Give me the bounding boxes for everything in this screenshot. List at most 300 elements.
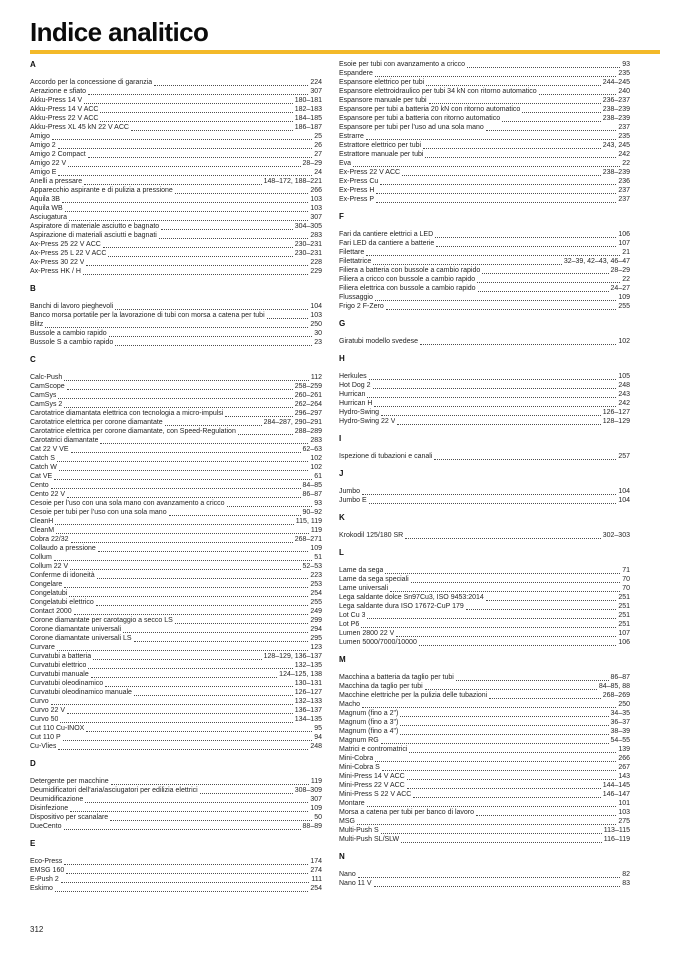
- index-entry: [30, 409, 322, 418]
- entry-pages: 70: [622, 576, 630, 583]
- index-entry: [30, 813, 322, 822]
- dot-leader: [382, 769, 616, 771]
- entry-pages: 61: [314, 473, 322, 480]
- entry-label: Curvatubi oleodinamico: [30, 680, 104, 687]
- dot-leader: [381, 742, 609, 744]
- index-entry: [339, 266, 630, 275]
- entry-pages: 103: [310, 205, 322, 212]
- entry-pages: 242: [618, 400, 630, 407]
- entry-pages: 107: [618, 630, 630, 637]
- entry-pages: 94: [314, 734, 322, 741]
- entry-label: Curvatubi oleodinamico manuale: [30, 689, 132, 696]
- dot-leader: [175, 192, 309, 194]
- entry-label: Espansore per tubi a batteria 20 kN con ritorno automatico: [339, 106, 521, 113]
- index-entry: [30, 472, 322, 481]
- entry-pages: 54–55: [610, 737, 630, 744]
- dot-leader: [57, 649, 308, 651]
- dot-leader: [367, 617, 616, 619]
- dot-leader: [361, 626, 616, 628]
- section-letter: L: [339, 548, 344, 557]
- index-entry: [30, 661, 322, 670]
- entry-label: Asciugatura: [30, 214, 67, 221]
- entry-pages: 102: [310, 455, 322, 462]
- entry-pages: 109: [310, 545, 322, 552]
- dot-leader: [62, 201, 308, 203]
- entry-label: Corone diamantate universali: [30, 626, 122, 633]
- dot-leader: [227, 505, 313, 507]
- entry-label: Curvatubi manuale: [30, 671, 89, 678]
- entry-pages: 304–305: [294, 223, 322, 230]
- entry-pages: 146–147: [602, 791, 630, 798]
- index-entry: [339, 718, 630, 727]
- dot-leader: [367, 396, 616, 398]
- entry-pages: 30: [314, 330, 322, 337]
- entry-pages: 106: [618, 639, 630, 646]
- entry-label: Frigo 2 F-Zero: [339, 303, 384, 310]
- index-entry: [30, 454, 322, 463]
- index-entry: [339, 96, 630, 105]
- entry-pages: 103: [310, 312, 322, 319]
- index-entry: [30, 338, 322, 347]
- dot-leader: [64, 828, 301, 830]
- index-entry: [30, 240, 322, 249]
- entry-label: Congelatubi elettrico: [30, 599, 94, 606]
- index-entry: [339, 691, 630, 700]
- entry-pages: 105: [618, 373, 630, 380]
- entry-label: Herkules: [339, 373, 367, 380]
- dot-leader: [54, 559, 312, 561]
- entry-pages: 267: [618, 764, 630, 771]
- entry-label: Cat 22 V VE: [30, 446, 69, 453]
- entry-label: Aerazione e sfiato: [30, 88, 87, 95]
- entry-label: Hydro-Swing: [339, 409, 380, 416]
- entry-pages: 243: [618, 391, 630, 398]
- dot-leader: [154, 84, 308, 86]
- dot-leader: [70, 810, 308, 812]
- index-entry: [339, 132, 630, 141]
- entry-pages: 136–137: [294, 707, 322, 714]
- entry-pages: 28–29: [302, 160, 322, 167]
- index-entry: [30, 249, 322, 258]
- dot-leader: [51, 487, 301, 489]
- index-entry: [30, 517, 322, 526]
- index-entry: [339, 781, 630, 790]
- index-section-continued: [339, 60, 630, 204]
- dot-leader: [96, 604, 308, 606]
- dot-leader: [68, 165, 300, 167]
- entry-pages: 299: [310, 617, 322, 624]
- entry-label: Espansore elettroidraulico per tubi 34 kN con ritorno automatico: [339, 88, 537, 95]
- dot-leader: [45, 326, 308, 328]
- entry-pages: 84–85: [302, 482, 322, 489]
- entry-pages: 307: [310, 88, 322, 95]
- entry-pages: 258–259: [294, 383, 322, 390]
- index-entry: [339, 799, 630, 808]
- index-entry: [30, 168, 322, 177]
- index-entry: [30, 508, 322, 517]
- dot-leader: [100, 111, 292, 113]
- entry-label: Catch S: [30, 455, 55, 462]
- entry-label: Akku-Press 22 V ACC: [30, 115, 99, 122]
- entry-label: Congelare: [30, 581, 63, 588]
- index-entry: [339, 700, 630, 709]
- dot-leader: [84, 183, 261, 185]
- dot-leader: [390, 590, 620, 592]
- entry-label: Ax-Press 25 22 V ACC: [30, 241, 101, 248]
- dot-leader: [420, 343, 616, 345]
- entry-label: Ax-Press HK / H: [30, 268, 81, 275]
- entry-label: Macho: [339, 701, 361, 708]
- dot-leader: [358, 876, 620, 878]
- section-letter: B: [30, 284, 36, 293]
- index-entry: [339, 584, 630, 593]
- index-entry: [30, 724, 322, 733]
- index-entry: [339, 230, 630, 239]
- entry-label: Cesoie per l’uso con una sola mano con avanzamento a cricco: [30, 500, 225, 507]
- index-entry: [30, 222, 322, 231]
- dot-leader: [362, 706, 616, 708]
- entry-pages: 52–53: [302, 563, 322, 570]
- entry-pages: 253: [310, 581, 322, 588]
- entry-label: Filettatrice: [339, 258, 372, 265]
- dot-leader: [502, 120, 601, 122]
- dot-leader: [88, 667, 292, 669]
- entry-pages: 32–39, 42–43, 46–47: [563, 258, 630, 265]
- dot-leader: [85, 801, 308, 803]
- index-entry: [30, 857, 322, 866]
- entry-label: Cento: [30, 482, 49, 489]
- dot-leader: [134, 694, 293, 696]
- index-section-E: [30, 839, 322, 893]
- entry-pages: 295: [310, 635, 322, 642]
- index-entry: [30, 150, 322, 159]
- dot-leader: [67, 496, 301, 498]
- index-section-D: [30, 759, 322, 831]
- entry-pages: 102: [310, 464, 322, 471]
- index-entry: [30, 400, 322, 409]
- entry-label: Curvo 22 V: [30, 707, 66, 714]
- entry-label: Magnum (fino a 3"): [339, 719, 399, 726]
- index-entry: [339, 114, 630, 123]
- index-entry: [30, 643, 322, 652]
- entry-label: Aspiratore di materiale asciutto e bagnato: [30, 223, 160, 230]
- index-entry: [339, 78, 630, 87]
- index-entry: [30, 114, 322, 123]
- entry-pages: 38–39: [610, 728, 630, 735]
- index-entry: [30, 141, 322, 150]
- dot-leader: [64, 863, 308, 865]
- entry-pages: 104: [618, 497, 630, 504]
- index-entry: [339, 638, 630, 647]
- entry-pages: 240: [618, 88, 630, 95]
- index-section-J: [339, 469, 630, 505]
- dot-leader: [123, 631, 308, 633]
- entry-label: Aquila WB: [30, 205, 63, 212]
- entry-pages: 103: [618, 809, 630, 816]
- dot-leader: [381, 414, 601, 416]
- index-section-L: [339, 548, 630, 647]
- entry-pages: 128–129, 136–137: [263, 653, 322, 660]
- entry-label: Corone diamantate universali LS: [30, 635, 132, 642]
- dot-leader: [115, 344, 312, 346]
- entry-pages: 296–297: [294, 410, 322, 417]
- entry-pages: 250: [618, 701, 630, 708]
- section-letter: A: [30, 60, 36, 69]
- entry-label: Ex-Press Cu: [339, 178, 379, 185]
- entry-label: Hot Dog 2: [339, 382, 371, 389]
- dot-leader: [478, 290, 609, 292]
- entry-pages: 251: [618, 621, 630, 628]
- entry-pages: 260–261: [294, 392, 322, 399]
- index-entry: [339, 835, 630, 844]
- index-entry: [339, 105, 630, 114]
- index-entry: [30, 231, 322, 240]
- index-entry: [30, 733, 322, 742]
- dot-leader: [267, 317, 309, 319]
- dot-leader: [84, 102, 293, 104]
- index-entry: [30, 598, 322, 607]
- index-entry: [339, 826, 630, 835]
- entry-label: Matrici e contromatrici: [339, 746, 408, 753]
- dot-leader: [367, 805, 617, 807]
- index-entry: [339, 284, 630, 293]
- dot-leader: [238, 433, 293, 435]
- entry-label: Macchina da taglio per tubi: [339, 683, 423, 690]
- entry-pages: 230–231: [294, 250, 322, 257]
- entry-pages: 112: [310, 374, 322, 381]
- entry-label: Carotatrice elettrica per corone diamantate: [30, 419, 163, 426]
- index-section-H: [339, 354, 630, 426]
- index-entry: [339, 408, 630, 417]
- entry-pages: 254: [310, 590, 322, 597]
- entry-label: Esoie per tubi con avanzamento a cricco: [339, 61, 466, 68]
- dot-leader: [434, 458, 616, 460]
- index-section-C: [30, 355, 322, 751]
- dot-leader: [435, 236, 616, 238]
- index-entry: [339, 159, 630, 168]
- index-entry: [30, 589, 322, 598]
- entry-label: Collaudo a pressione: [30, 545, 96, 552]
- dot-leader: [55, 890, 308, 892]
- dot-leader: [56, 532, 309, 534]
- entry-label: Calc-Push: [30, 374, 63, 381]
- entry-label: Lot Cu 3: [339, 612, 366, 619]
- dot-leader: [64, 379, 309, 381]
- entry-pages: 93: [622, 61, 630, 68]
- index-entry: [30, 535, 322, 544]
- entry-label: Corone diamantate per carotaggio a secco LS: [30, 617, 173, 624]
- index-entry: [30, 382, 322, 391]
- dot-leader: [400, 715, 608, 717]
- entry-pages: 182–183: [294, 106, 322, 113]
- entry-label: Cut 110 Cu-INOX: [30, 725, 85, 732]
- dot-leader: [366, 254, 620, 256]
- index-section-B: [30, 284, 322, 347]
- entry-label: Curvare: [30, 644, 55, 651]
- entry-label: Nano: [339, 871, 356, 878]
- dot-leader: [58, 147, 313, 149]
- entry-label: Contact 2000: [30, 608, 72, 615]
- entry-pages: 130–131: [294, 680, 322, 687]
- entry-label: Espansore per tubi per l’uso ad una sola mano: [339, 124, 484, 131]
- entry-pages: 109: [618, 294, 630, 301]
- entry-pages: 235: [618, 70, 630, 77]
- index-entry: [339, 879, 630, 888]
- index-entry: [30, 186, 322, 195]
- dot-leader: [66, 872, 308, 874]
- dot-leader: [401, 841, 602, 843]
- dot-leader: [409, 751, 616, 753]
- entry-pages: 115, 119: [295, 518, 322, 525]
- entry-pages: 236–237: [602, 97, 630, 104]
- index-entry: [30, 481, 322, 490]
- index-entry: [30, 132, 322, 141]
- dot-leader: [482, 272, 608, 274]
- page-number: 312: [30, 925, 44, 934]
- entry-pages: 22: [622, 160, 630, 167]
- index-entry: [339, 417, 630, 426]
- index-entry: [30, 87, 322, 96]
- entry-label: Morsa a catena per tubi per banco di lavoro: [339, 809, 475, 816]
- index-entry: [30, 267, 322, 276]
- index-entry: [30, 616, 322, 625]
- entry-pages: 134–135: [294, 716, 322, 723]
- entry-pages: 107: [618, 240, 630, 247]
- entry-pages: 251: [618, 612, 630, 619]
- entry-pages: 180–181: [294, 97, 322, 104]
- dot-leader: [67, 712, 293, 714]
- entry-label: Magnum RG: [339, 737, 379, 744]
- dot-leader: [477, 281, 620, 283]
- entry-pages: 84–85, 88: [598, 683, 630, 690]
- index-entry: [339, 141, 630, 150]
- dot-leader: [539, 93, 617, 95]
- index-entry: [30, 553, 322, 562]
- entry-pages: 268–269: [602, 692, 630, 699]
- index-entry: [339, 372, 630, 381]
- entry-pages: 144–145: [602, 782, 630, 789]
- dot-leader: [69, 595, 308, 597]
- entry-label: Espandere: [339, 70, 373, 77]
- entry-label: Dispositivo per scanalare: [30, 814, 109, 821]
- dot-leader: [93, 658, 262, 660]
- entry-pages: 230–231: [294, 241, 322, 248]
- index-entry: [30, 697, 322, 706]
- entry-label: Eco-Press: [30, 858, 63, 865]
- entry-pages: 143: [618, 773, 630, 780]
- entry-pages: 132–133: [294, 698, 322, 705]
- entry-label: Mini-Cobra S: [339, 764, 380, 771]
- index-entry: [30, 670, 322, 679]
- entry-label: Nano 11 V: [339, 880, 372, 887]
- index-entry: [30, 499, 322, 508]
- entry-pages: 250: [310, 321, 322, 328]
- index-entry: [339, 763, 630, 772]
- dot-leader: [476, 814, 616, 816]
- index-column-right: [339, 60, 630, 893]
- index-section-N: [339, 852, 630, 888]
- entry-label: Amigo 2 Compact: [30, 151, 86, 158]
- index-entry: [30, 804, 322, 813]
- entry-label: Lame universali: [339, 585, 389, 592]
- index-entry: [339, 709, 630, 718]
- index-section-K: [339, 513, 630, 540]
- dot-leader: [169, 514, 301, 516]
- index-entry: [30, 875, 322, 884]
- dot-leader: [58, 748, 308, 750]
- dot-leader: [108, 255, 292, 257]
- entry-label: Espansore manuale per tubi: [339, 97, 427, 104]
- entry-pages: 113–115: [603, 827, 630, 834]
- index-entry: [339, 381, 630, 390]
- entry-pages: 109: [310, 805, 322, 812]
- index-entry: [339, 736, 630, 745]
- dot-leader: [70, 568, 300, 570]
- entry-label: Multi-Push SL/SLW: [339, 836, 400, 843]
- entry-label: Magnum (fino a 2"): [339, 710, 399, 717]
- index-entry: [30, 607, 322, 616]
- entry-pages: 186–187: [294, 124, 322, 131]
- entry-pages: 248: [310, 743, 322, 750]
- entry-pages: 93: [314, 500, 322, 507]
- entry-pages: 184–185: [294, 115, 322, 122]
- section-letter: E: [30, 839, 36, 848]
- dot-leader: [375, 299, 616, 301]
- dot-leader: [426, 84, 601, 86]
- index-entry: [30, 526, 322, 535]
- entry-label: Estrattore manuale per tubi: [339, 151, 424, 158]
- dot-leader: [522, 111, 600, 113]
- index-entry: [339, 257, 630, 266]
- index-entry: [30, 418, 322, 427]
- dot-leader: [52, 138, 312, 140]
- entry-label: Cobra 22/32: [30, 536, 69, 543]
- entry-pages: 268–271: [294, 536, 322, 543]
- entry-label: Ex-Press P: [339, 196, 375, 203]
- index-entry: [30, 562, 322, 571]
- entry-label: Eva: [339, 160, 352, 167]
- dot-leader: [373, 263, 562, 265]
- index-entry: [339, 682, 630, 691]
- entry-pages: 104: [310, 303, 322, 310]
- index-entry: [30, 679, 322, 688]
- index-entry: [30, 652, 322, 661]
- index-entry: [339, 754, 630, 763]
- dot-leader: [397, 423, 600, 425]
- entry-pages: 266: [310, 187, 322, 194]
- entry-label: Akku-Press 14 V: [30, 97, 83, 104]
- entry-label: Akku-Press 14 V ACC: [30, 106, 99, 113]
- entry-pages: 86–87: [610, 674, 630, 681]
- section-letter: D: [30, 759, 36, 768]
- index-entry: [30, 866, 322, 875]
- section-letter: K: [339, 513, 345, 522]
- index-entry: [339, 239, 630, 248]
- section-letter: G: [339, 319, 346, 328]
- entry-pages: 50: [314, 814, 322, 821]
- index-entry: [339, 177, 630, 186]
- index-entry: [339, 69, 630, 78]
- dot-leader: [425, 688, 597, 690]
- entry-pages: 294: [310, 626, 322, 633]
- entry-pages: 251: [618, 594, 630, 601]
- dot-leader: [429, 102, 601, 104]
- entry-pages: 36–37: [610, 719, 630, 726]
- dot-leader: [88, 93, 308, 95]
- entry-label: Curvatubi a batteria: [30, 653, 92, 660]
- index-entry: [30, 463, 322, 472]
- entry-pages: 244–245: [602, 79, 630, 86]
